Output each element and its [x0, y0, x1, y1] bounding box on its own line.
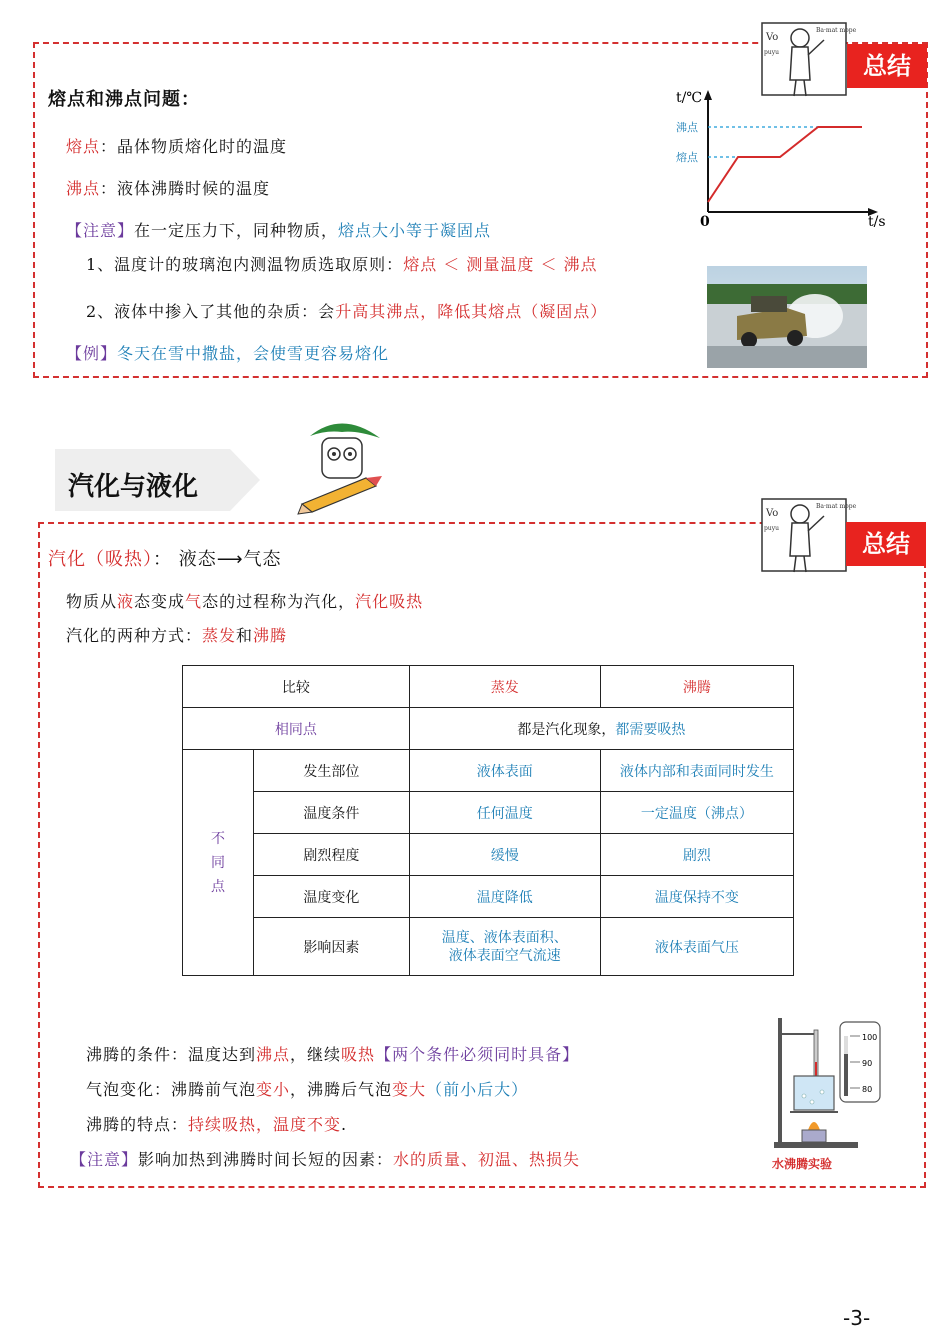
note-tag-1: 【注意】 — [66, 221, 135, 240]
same-highlight: 都需要吸热 — [615, 721, 686, 738]
bubble-prefix: 气泡变化：沸腾前气泡 — [86, 1080, 257, 1099]
bubble-change — [86, 1077, 528, 1100]
bubble-mid: ，沸腾后气泡 — [290, 1080, 393, 1099]
boiling-label: 沸点 — [66, 179, 101, 198]
vaporization-colon: ： — [153, 549, 172, 570]
graph-boiling-tick: 沸点 — [676, 121, 698, 134]
rule-2-highlight: 升高其沸点，降低其熔点（凝固点） — [335, 302, 608, 321]
ways-evaporation: 蒸发 — [202, 626, 237, 645]
thermo-100: 100 — [862, 1033, 878, 1042]
row-name: 温度条件 — [254, 792, 410, 834]
mascot-illustration — [296, 416, 388, 518]
vaporization-label: 汽化（吸热） — [48, 549, 153, 570]
board-scribble-small-2: puyu — [764, 525, 779, 532]
same-label: 相同点 — [183, 708, 410, 750]
ways-prefix: 汽化的两种方式： — [66, 626, 203, 645]
board-scribble-left-2: Vo — [766, 508, 779, 519]
vaporization-ways — [66, 623, 287, 646]
header-evaporation: 蒸发 — [409, 666, 600, 708]
same-cell — [409, 708, 793, 750]
vaporization-definition — [66, 589, 423, 612]
bubble-big: 变大 — [392, 1080, 427, 1099]
bubble-note: （前小后大） — [426, 1080, 529, 1099]
row-boil: 温度保持不变 — [600, 876, 793, 918]
row-boil: 液体内部和表面同时发生 — [600, 750, 793, 792]
cond-mid: ，继续 — [290, 1045, 342, 1064]
boiling-feature — [86, 1112, 347, 1135]
same-text: 都是汽化现象， — [517, 721, 616, 738]
row-evap-line-1: 温度、液体表面积、 — [441, 929, 568, 946]
example-tag: 【例】 — [66, 344, 118, 363]
feat-prefix: 沸腾的特点： — [86, 1115, 189, 1134]
board-scribble-right-2: Ba·mat mope — [816, 503, 857, 510]
row-evap-line-2: 液体表面空气流速 — [448, 947, 561, 964]
rule-1-text: 1、温度计的玻璃泡内测温物质选取原则： — [86, 255, 404, 274]
def-liquid: 液 — [117, 592, 135, 611]
melting-boiling-graph — [672, 86, 892, 231]
heating-note-text: 影响加热到沸腾时间长短的因素： — [138, 1150, 394, 1169]
vaporization-title — [48, 545, 282, 571]
table-row — [183, 750, 794, 792]
cond-heat: 吸热 — [341, 1045, 376, 1064]
comparison-table — [182, 665, 794, 976]
row-evap: 任何温度 — [409, 792, 600, 834]
diff-label — [183, 750, 254, 976]
row-evap — [409, 918, 600, 976]
heating-note-tag: 【注意】 — [70, 1150, 139, 1169]
table-row — [183, 918, 794, 976]
example-line — [66, 341, 389, 364]
cond-prefix: 沸腾的条件：温度达到 — [86, 1045, 257, 1064]
heating-note-highlight: 水的质量、初温、热损失 — [393, 1150, 581, 1169]
row-name: 发生部位 — [254, 750, 410, 792]
table-row — [183, 834, 794, 876]
snow-salting-photo — [707, 266, 867, 368]
experiment-caption: 水沸腾实验 — [772, 1157, 833, 1171]
boiling-condition — [86, 1042, 579, 1065]
feat-end: . — [341, 1115, 348, 1134]
boiling-definition — [66, 176, 270, 199]
summary-badge-1: 总结 — [847, 44, 927, 88]
row-boil: 液体表面气压 — [600, 918, 793, 976]
board-scribble-left: Vo — [766, 32, 779, 43]
graph-melting-tick: 熔点 — [676, 151, 698, 164]
def-part-2: 态变成 — [134, 592, 186, 611]
table-row — [183, 876, 794, 918]
note-line-1 — [66, 218, 491, 241]
ways-boiling: 沸腾 — [253, 626, 288, 645]
note-highlight-1: 熔点大小等于凝固点 — [338, 221, 492, 240]
melting-text: ：晶体物质熔化时的温度 — [100, 137, 288, 156]
melting-definition — [66, 134, 287, 157]
page-number: -3- — [843, 1306, 871, 1330]
boiling-experiment-illustration — [764, 1012, 884, 1174]
graph-origin: 0 — [700, 214, 710, 230]
boiling-text: ：液体沸腾时候的温度 — [100, 179, 271, 198]
row-evap: 缓慢 — [409, 834, 600, 876]
summary-badge-2: 总结 — [846, 522, 926, 566]
row-name: 剧烈程度 — [254, 834, 410, 876]
def-part-3: 态的过程称为汽化， — [202, 592, 356, 611]
section1-title: 熔点和沸点问题： — [48, 89, 200, 110]
cond-note: 【两个条件必须同时具备】 — [375, 1045, 580, 1064]
thermo-90: 90 — [862, 1059, 873, 1068]
section-heading: 汽化与液化 — [68, 472, 199, 502]
table-row — [183, 792, 794, 834]
bubble-small: 变小 — [256, 1080, 291, 1099]
def-highlight: 汽化吸热 — [355, 592, 424, 611]
row-evap: 温度降低 — [409, 876, 600, 918]
ways-and: 和 — [236, 626, 254, 645]
row-name: 温度变化 — [254, 876, 410, 918]
teacher-board-illustration-2 — [760, 496, 857, 576]
graph-y-label: t/℃ — [676, 90, 703, 106]
def-part-1: 物质从 — [66, 592, 118, 611]
row-boil: 一定温度（沸点） — [600, 792, 793, 834]
feat-highlight: 持续吸热，温度不变 — [188, 1115, 342, 1134]
cond-point: 沸点 — [256, 1045, 291, 1064]
state-to: 气态 — [243, 549, 282, 570]
board-scribble-small: puyu — [764, 49, 779, 56]
rule-1 — [86, 252, 598, 275]
rule-2 — [86, 299, 607, 322]
board-scribble-right: Ba·mat mope — [816, 27, 857, 34]
example-text: 冬天在雪中撒盐，会使雪更容易熔化 — [117, 344, 390, 363]
graph-x-label: t/s — [868, 214, 886, 230]
arrow-right-icon: ⟶ — [216, 549, 244, 570]
header-boiling: 沸腾 — [600, 666, 793, 708]
header-compare: 比较 — [183, 666, 410, 708]
rule-1-highlight: 熔点 ＜ 测量温度 ＜ 沸点 — [403, 255, 598, 274]
row-name: 影响因素 — [254, 918, 410, 976]
rule-2-text: 2、液体中掺入了其他的杂质：会 — [86, 302, 336, 321]
def-gas: 气 — [185, 592, 203, 611]
row-boil: 剧烈 — [600, 834, 793, 876]
note-text-1: 在一定压力下，同种物质， — [134, 221, 339, 240]
diff-label-text: 不同点 — [211, 830, 225, 895]
heating-note — [70, 1147, 580, 1170]
melting-label: 熔点 — [66, 137, 101, 156]
state-from: 液态 — [178, 549, 217, 570]
row-evap: 液体表面 — [409, 750, 600, 792]
thermo-80: 80 — [862, 1085, 873, 1094]
